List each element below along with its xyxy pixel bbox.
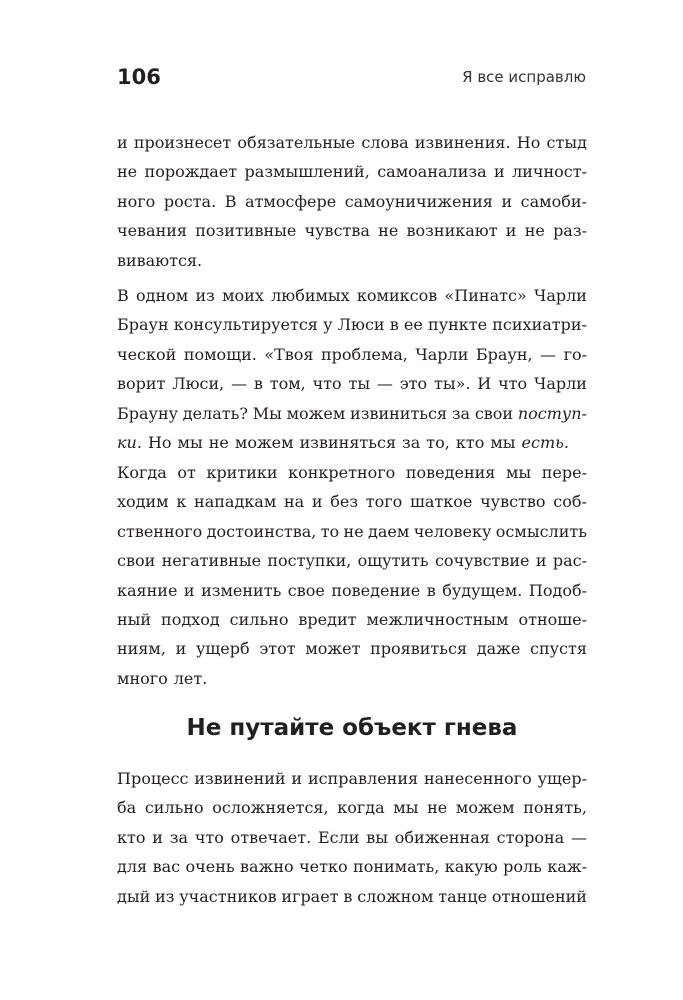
- paragraph-2: [117, 281, 587, 457]
- text-line: ственного достоинства, то не даем человеку осмыслить: [117, 521, 587, 541]
- text-line: ворит Люси, — в том, что ты — это ты». И что Чарли: [117, 374, 587, 394]
- text-line: для вас очень важно четко понимать, какую роль каж-: [117, 857, 587, 877]
- running-head: [117, 62, 586, 92]
- text-line: Браун консультируется у Люси в ее пункте психиатри-: [117, 315, 587, 335]
- text-line: ного роста. В атмосфере самоуничижения и самоби-: [117, 191, 587, 211]
- section-heading: Не путайте объект гнева: [186, 715, 518, 741]
- text-line: ба сильно осложняется, когда мы не можем понять,: [117, 798, 587, 818]
- text-line: В одном из моих любимых комиксов «Пинатс» Чарли: [117, 286, 587, 305]
- text-line: ки. Но мы не можем извиняться за то, кто мы есть.: [117, 432, 569, 452]
- text-line: ниям, и ущерб этот может проявиться даже спустя: [117, 639, 587, 659]
- book-title: Я все исправлю: [462, 68, 586, 86]
- text-line: ходим к нападкам на и без того шаткое чувство соб-: [117, 492, 587, 512]
- text-line: и произнесет обязательные слова извинения. Но стыд: [117, 133, 587, 152]
- text-line: ный подход сильно вредит межличностным отноше-: [117, 609, 587, 629]
- section-paragraph: [117, 764, 587, 911]
- text-line: не порождает размышлений, самоанализа и личност-: [117, 162, 587, 182]
- text-line: дый из участников играет в сложном танце отношений: [117, 886, 587, 906]
- paragraph-1: [117, 128, 587, 275]
- text-line: виваются.: [117, 250, 203, 270]
- text-line: каяние и изменить свое поведение в будущем. Подоб-: [117, 580, 587, 600]
- paragraph-3: [117, 458, 587, 693]
- text-line: свои негативные поступки, ощутить сочувствие и рас-: [117, 551, 587, 571]
- text-line: чевания позитивные чувства не возникают и не раз-: [117, 221, 587, 241]
- page-number: 106: [117, 65, 161, 89]
- text-line: ческой помощи. «Твоя проблема, Чарли Браун, — го-: [117, 344, 587, 364]
- text-line: Когда от критики конкретного поведения мы пере-: [117, 463, 587, 482]
- text-line: Брауну делать? Мы можем извиниться за свои поступ-: [117, 403, 587, 423]
- text-line: много лет.: [117, 668, 208, 688]
- text-line: кто и за что отвечает. Если вы обиженная сторона —: [117, 827, 587, 847]
- text-line: Процесс извинений и исправления нанесенного ущер-: [117, 769, 587, 788]
